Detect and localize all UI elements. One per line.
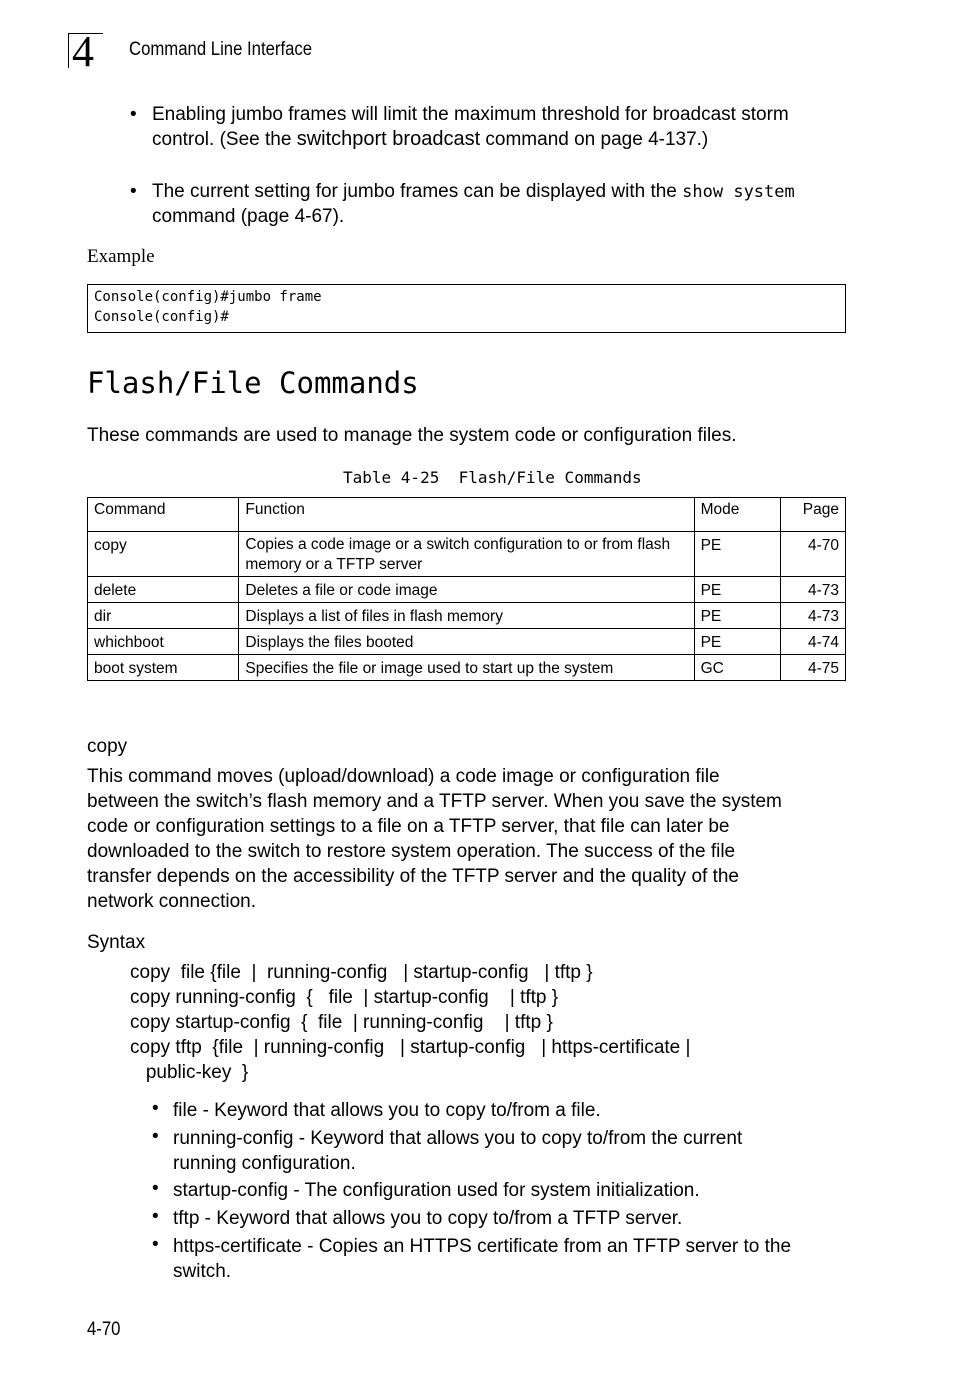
cell-page: 4-73 [780,603,845,629]
syntax-line: public-key } [130,1062,249,1083]
cell-mode: PE [694,603,780,629]
copy-heading: copy [87,736,128,757]
table-row [88,532,846,577]
cell-page: 4-70 [780,532,845,577]
param-line: file - Keyword that allows you to copy to/from a file. [173,1100,601,1121]
cell-mode: PE [694,577,780,603]
bullet-2-line-2: command (page 4-67). [152,206,345,227]
cell-command: delete [88,577,239,603]
bullet-1-line-2: control. (See the switchport broadcast command on page 4-137.) [152,128,709,150]
param-line: startup-config - The configuration used for system initialization. [173,1180,700,1201]
code-line: Console(config)#jumbo frame [94,289,322,305]
table-row [88,603,846,629]
syntax-line: copy tftp {file | running-config | startup-config | https-certificate | [130,1037,691,1058]
bullet-marker: • [152,1126,159,1147]
bullet-marker: • [152,1234,159,1255]
table-caption: Table 4-25 Flash/File Commands [343,468,642,487]
flash-file-commands-table [87,497,846,681]
cell-function: Specifies the file or image used to start up the system [239,655,694,681]
cell-function: Displays a list of files in flash memory [239,603,694,629]
cell-command: copy [88,532,239,577]
bullet-1-line-1: Enabling jumbo frames will limit the maximum threshold for broadcast storm [152,104,789,125]
description-line: downloaded to the switch to restore system operation. The success of the file [87,841,736,862]
syntax-line: copy file {file | running-config | startup-config | tftp } [130,962,593,983]
param-line: switch. [173,1261,232,1282]
description-line: This command moves (upload/download) a code image or configuration file [87,766,720,787]
param-line: running-config - Keyword that allows you to copy to/from the current [173,1128,743,1149]
param-line: running configuration. [173,1153,356,1174]
bullet-marker: • [152,1206,159,1227]
cell-page: 4-75 [780,655,845,681]
chapter-number: 4 [72,27,94,76]
param-line: https-certificate - Copies an HTTPS certificate from an TFTP server to the [173,1236,792,1257]
column-header-command: Command [88,498,239,532]
cell-command: whichboot [88,629,239,655]
table-row [88,577,846,603]
command-reference: switchport broadcast [296,128,481,150]
cell-function: Copies a code image or a switch configuration to or from flash memory or a TFTP server [239,532,694,577]
cell-command: boot system [88,655,239,681]
cell-mode: PE [694,629,780,655]
cell-function: Displays the files booted [239,629,694,655]
command-reference: show system [682,182,795,202]
table-row [88,655,846,681]
param-line: tftp - Keyword that allows you to copy to/from a TFTP server. [173,1208,683,1229]
bullet-marker: • [152,1098,159,1119]
syntax-line: copy startup-config { file | running-config | tftp } [130,1012,553,1033]
syntax-line: copy running-config { file | startup-config | tftp } [130,987,559,1008]
section-title: Flash/File Commands [87,366,419,400]
table-header-row [88,498,846,532]
code-line: Console(config)# [94,309,229,325]
description-line: network connection. [87,891,256,912]
cell-command: dir [88,603,239,629]
running-header-title: Command Line Interface [129,39,313,60]
description-line: transfer depends on the accessibility of the TFTP server and the quality of the [87,866,739,887]
table-row [88,629,846,655]
bullet-marker: • [130,104,137,125]
cell-page: 4-73 [780,577,845,603]
bullet-marker: • [152,1178,159,1199]
bullet-2-line-1: The current setting for jumbo frames can be displayed with the show system [152,181,795,202]
column-header-mode: Mode [694,498,780,532]
column-header-page: Page [780,498,845,532]
example-heading: Example [87,246,155,267]
cell-mode: PE [694,532,780,577]
cell-function: Deletes a file or code image [239,577,694,603]
cell-mode: GC [694,655,780,681]
description-line: between the switch’s flash memory and a TFTP server. When you save the system [87,791,782,812]
section-intro: These commands are used to manage the system code or configuration files. [87,425,737,446]
bullet-marker: • [130,181,137,202]
syntax-heading: Syntax [87,932,146,953]
page-number: 4-70 [87,1319,121,1340]
cell-page: 4-74 [780,629,845,655]
column-header-function: Function [239,498,694,532]
description-line: code or configuration settings to a file on a TFTP server, that file can later be [87,816,730,837]
